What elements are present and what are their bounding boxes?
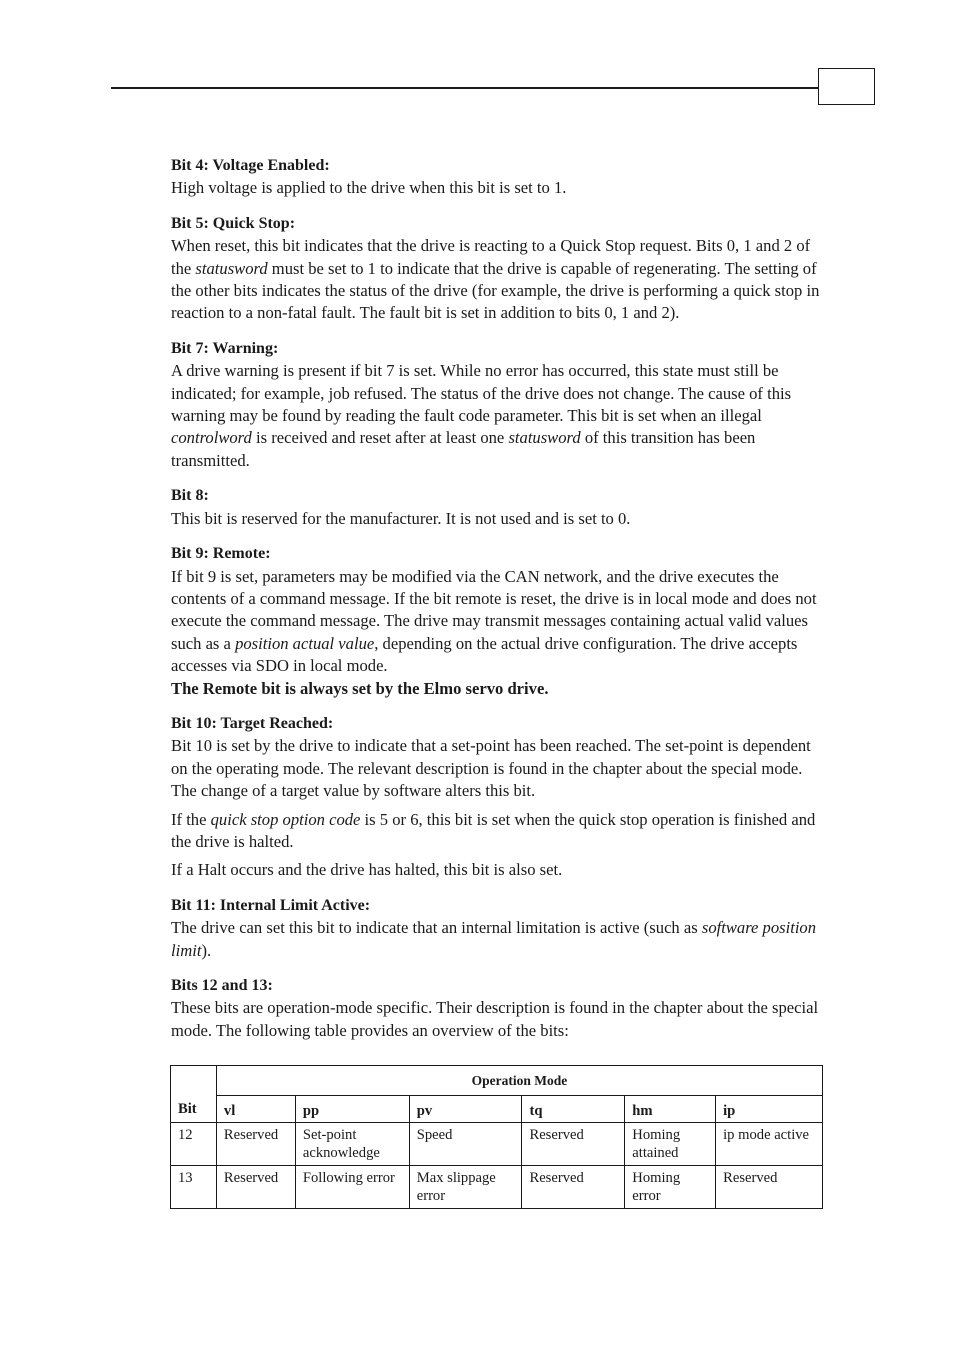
italic-term: position actual value (235, 633, 375, 653)
section-bit-9 (171, 543, 823, 700)
italic-term: controlword (171, 428, 252, 448)
section-text: High voltage is applied to the drive when this bit is set to 1. (171, 178, 567, 198)
column-header: hm (625, 1096, 716, 1123)
text-run: of this transition has been transmitted. (171, 428, 756, 470)
text-run: is received and reset after at least one (251, 428, 509, 448)
table-cell: Homing attained (625, 1123, 716, 1166)
column-header: pv (409, 1096, 522, 1123)
table-cell: Homing error (625, 1166, 716, 1209)
text-run: When reset, this bit indicates that the drive is reacting to a Quick Stop request. Bits 0, 1 and 2 of the (171, 236, 811, 278)
section-text (171, 809, 823, 854)
table-column-row (171, 1096, 823, 1123)
italic-term: software position limit (171, 918, 817, 960)
column-header: vl (216, 1096, 295, 1123)
section-text: These bits are operation-mode specific. Their description is found in the chapter about the special mode. The following table provides an overview of the bits: (171, 998, 819, 1040)
section-bit-11 (171, 895, 823, 962)
bit-header: Bit (171, 1066, 217, 1123)
table-row (171, 1123, 823, 1166)
italic-term: statusword (195, 258, 268, 278)
header-rule (111, 87, 819, 89)
text-run: If the (171, 809, 211, 829)
section-heading: Bit 8: (171, 487, 209, 505)
text-run: If bit 9 is set, parameters may be modified via the CAN network, and the drive executes the contents of a command message. If the bit remote is reset, the drive is in local mode and does not execute the command message. The drive may transmit messages containing actual valid values such as a (171, 566, 817, 653)
emphasis-note: The Remote bit is always set by the Elmo servo drive. (171, 678, 549, 698)
text-run: The drive can set this bit to indicate that an internal limitation is active (such as (171, 918, 702, 938)
section-text (171, 566, 823, 678)
document-body (171, 155, 823, 1055)
section-heading: Bit 11: Internal Limit Active: (171, 896, 371, 914)
page-number-box (818, 68, 875, 105)
section-bit-10 (171, 713, 823, 882)
operation-mode-header: Operation Mode (216, 1066, 822, 1096)
section-text (171, 917, 823, 962)
table-cell-bit: 13 (171, 1166, 217, 1209)
column-header: pp (295, 1096, 409, 1123)
table-cell: Reserved (216, 1123, 295, 1166)
text-run: , depending on the actual drive configuration. The drive accepts accesses via SDO in local mode. (171, 633, 798, 676)
column-header: tq (522, 1096, 625, 1123)
section-bit-4 (171, 155, 823, 200)
section-bits-12-13 (171, 975, 823, 1042)
section-heading: Bit 9: Remote: (171, 545, 271, 563)
section-heading: Bit 4: Voltage Enabled: (171, 157, 330, 174)
section-bit-8 (171, 485, 823, 530)
table-cell: Set-point acknowledge (295, 1123, 409, 1166)
table-cell: Speed (409, 1123, 522, 1166)
section-heading: Bit 10: Target Reached: (171, 714, 334, 732)
table-cell: Reserved (522, 1123, 625, 1166)
operation-mode-table (170, 1065, 823, 1209)
column-header: ip (716, 1096, 823, 1123)
italic-term: statusword (508, 428, 581, 448)
table-cell: Reserved (522, 1166, 625, 1209)
table-cell: ip mode active (716, 1123, 823, 1166)
section-text: Bit 10 is set by the drive to indicate that a set-point has been reached. The set-point is dependent on the operating mode. The relevant description is found in the chapter about the special mode. The change of a target value by software alters this bit. (171, 736, 811, 801)
table-cell: Max slippage error (409, 1166, 522, 1209)
section-bit-5 (171, 213, 823, 325)
table-row (171, 1166, 823, 1209)
section-heading: Bit 5: Quick Stop: (171, 214, 296, 232)
section-heading: Bit 7: Warning: (171, 339, 279, 357)
table-cell: Reserved (716, 1166, 823, 1209)
section-heading: Bits 12 and 13: (171, 977, 273, 994)
section-bit-7 (171, 338, 823, 472)
table-cell: Following error (295, 1166, 409, 1209)
text-run: ). (201, 940, 212, 960)
table-header-row (171, 1066, 823, 1096)
section-text (171, 360, 823, 472)
section-text: This bit is reserved for the manufacturer. It is not used and is set to 0. (171, 508, 631, 528)
italic-term: quick stop option code (210, 809, 361, 829)
table-cell: Reserved (216, 1166, 295, 1209)
section-text: If a Halt occurs and the drive has halted, this bit is also set. (171, 860, 563, 880)
text-run: A drive warning is present if bit 7 is set. While no error has occurred, this state must still be indicated; for example, job refused. The status of the drive does not change. The cause of this warning may be found by reading the fault code parameter. This bit is set when an illegal (171, 361, 792, 426)
text-run: must be set to 1 to indicate that the drive is capable of regenerating. The setting of the other bits indicates the status of the drive (for example, the drive is performing a quick stop in reaction to a non-fatal fault. The fault bit is set in addition to bits 0, 1 and 2). (171, 258, 820, 323)
text-run: is 5 or 6, this bit is set when the quick stop operation is finished and the drive is halted. (171, 809, 816, 851)
table-cell-bit: 12 (171, 1123, 217, 1166)
section-text (171, 235, 823, 325)
